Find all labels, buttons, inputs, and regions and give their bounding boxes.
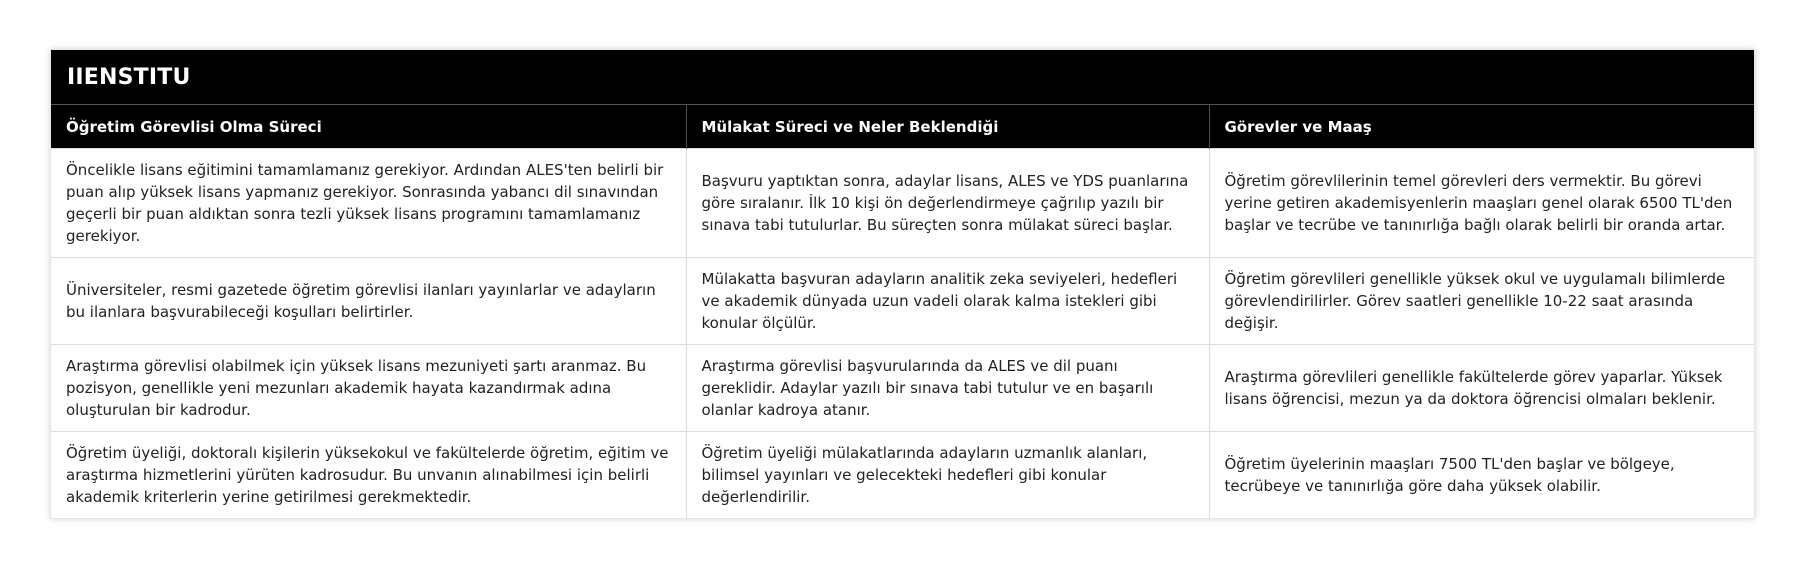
table-cell: Öncelikle lisans eğitimini tamamlamanız gerekiyor. Ardından ALES'ten belirli bir puan alıp yüksek lisans yapmanız gerekiyor. Sonrasında yabancı dil sınavından geçerli bir puan aldıktan sonra tezli yüksek lisans programını tamamlamanız gerekiyor.	[51, 149, 686, 258]
table-cell: Üniversiteler, resmi gazetede öğretim görevlisi ilanları yayınlarlar ve adayların bu ilanlara başvurabileceği koşulları belirtirler.	[51, 258, 686, 345]
header-cell: Görevler ve Maaş	[1209, 105, 1754, 149]
table-cell: Öğretim üyeliği mülakatlarında adayların uzmanlık alanları, bilimsel yayınları ve gelecekteki hedefleri gibi konular değerlendirilir.	[686, 432, 1209, 519]
table-cell: Araştırma görevlileri genellikle fakültelerde görev yaparlar. Yüksek lisans öğrencisi, mezun ya da doktora öğrencisi olmaları beklenir.	[1209, 345, 1754, 432]
table-cell: Öğretim görevlileri genellikle yüksek okul ve uygulamalı bilimlerde görevlendirilirler. Görev saatleri genellikle 10-22 saat arasında değişir.	[1209, 258, 1754, 345]
info-table-card	[50, 49, 1755, 519]
table-cell: Mülakatta başvuran adayların analitik zeka seviyeleri, hedefleri ve akademik dünyada uzun vadeli olarak kalma istekleri gibi konular ölçülür.	[686, 258, 1209, 345]
career-table	[51, 104, 1754, 518]
table-row	[51, 258, 1754, 345]
header-cell: Mülakat Süreci ve Neler Beklendiği	[686, 105, 1209, 149]
table-cell: Araştırma görevlisi başvurularında da ALES ve dil puanı gereklidir. Adaylar yazılı bir sınava tabi tutulur ve en başarılı olanlar kadroya atanır.	[686, 345, 1209, 432]
table-body	[51, 149, 1754, 519]
brand-title: IIENSTITU	[51, 50, 1754, 104]
table-cell: Öğretim görevlilerinin temel görevleri ders vermektir. Bu görevi yerine getiren akademisyenlerin maaşları genel olarak 6500 TL'den başlar ve tecrübe ve tanınırlığa bağlı olarak belirli bir oranda artar.	[1209, 149, 1754, 258]
header-row	[51, 105, 1754, 149]
header-cell: Öğretim Görevlisi Olma Süreci	[51, 105, 686, 149]
table-header	[51, 105, 1754, 149]
table-cell: Başvuru yaptıktan sonra, adaylar lisans, ALES ve YDS puanlarına göre sıralanır. İlk 10 kişi ön değerlendirmeye çağrılıp yazılı bir sınava tabi tutulurlar. Bu süreçten sonra mülakat süreci başlar.	[686, 149, 1209, 258]
table-cell: Araştırma görevlisi olabilmek için yüksek lisans mezuniyeti şartı aranmaz. Bu pozisyon, genellikle yeni mezunları akademik hayata kazandırmak adına oluşturulan bir kadrodur.	[51, 345, 686, 432]
table-row	[51, 149, 1754, 258]
table-row	[51, 345, 1754, 432]
table-cell: Öğretim üyelerinin maaşları 7500 TL'den başlar ve bölgeye, tecrübeye ve tanınırlığa göre daha yüksek olabilir.	[1209, 432, 1754, 519]
table-cell: Öğretim üyeliği, doktoralı kişilerin yüksekokul ve fakültelerde öğretim, eğitim ve araştırma hizmetlerini yürüten kadrosudur. Bu unvanın alınabilmesi için belirli akademik kriterlerin yerine getirilmesi gerekmektedir.	[51, 432, 686, 519]
table-row	[51, 432, 1754, 519]
